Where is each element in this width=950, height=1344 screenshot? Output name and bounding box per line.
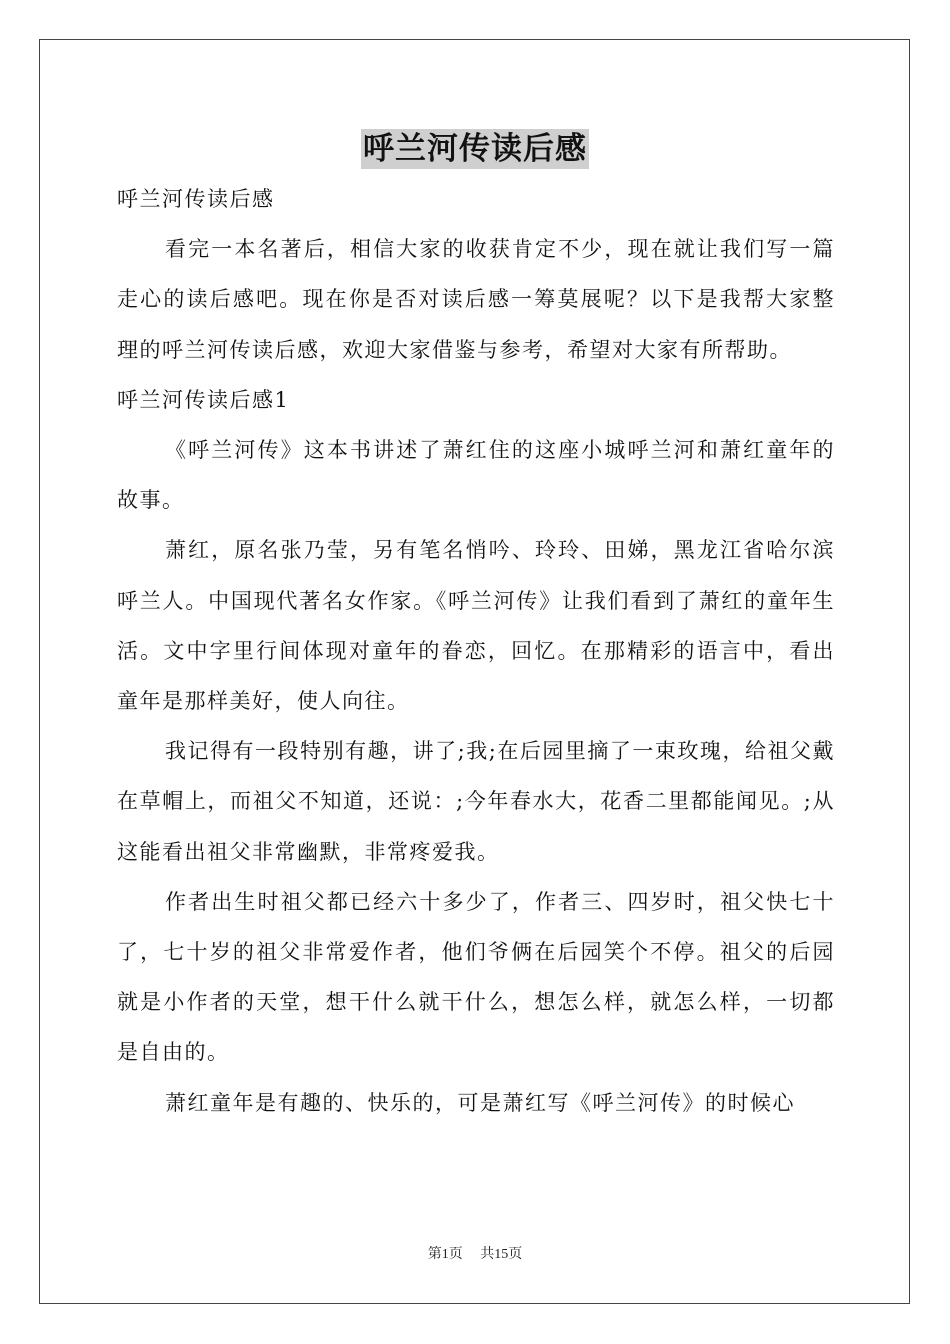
- subtitle-paragraph: 呼兰河传读后感: [117, 187, 275, 211]
- page-number: 第1页: [427, 1247, 463, 1262]
- body-paragraph: 萧红童年是有趣的、快乐的，可是萧红写《呼兰河传》的时候心: [165, 1090, 795, 1115]
- intro-paragraph: 看完一本名著后，相信大家的收获肯定不少，现在就让我们写一篇走心的读后感吧。现在你是否对读后感一筹莫展呢？以下是我帮大家整理的呼兰河传读后感，欢迎大家借鉴与参考，希望对大家有所帮助。: [117, 237, 835, 362]
- document-body: [117, 174, 835, 1128]
- section-heading: 呼兰河传读后感1: [117, 387, 290, 412]
- document-title-text: 呼兰河传读后感: [363, 131, 587, 167]
- body-paragraph: 《呼兰河传》这本书讲述了萧红住的这座小城呼兰河和萧红童年的故事。: [117, 438, 835, 513]
- document-title: [0, 128, 950, 169]
- page-total: 共15页: [480, 1247, 523, 1262]
- body-paragraph: 我记得有一段特别有趣，讲了;我;在后园里摘了一束玫瑰，给祖父戴在草帽上，而祖父不知道，还说：;今年春水大，花香二里都能闻见。;从这能看出祖父非常幽默，非常疼爱我。: [117, 739, 835, 864]
- body-paragraph: 萧红，原名张乃莹，另有笔名悄吟、玲玲、田娣，黑龙江省哈尔滨呼兰人。中国现代著名女作家。《呼兰河传》让我们看到了萧红的童年生活。文中字里行间体现对童年的眷恋，回忆。在那精彩的语言中，看出童年是那样美好，使人向往。: [117, 538, 835, 714]
- page-footer: [0, 1245, 950, 1265]
- body-paragraph: 作者出生时祖父都已经六十多少了，作者三、四岁时，祖父快七十了，七十岁的祖父非常爱作者，他们爷俩在后园笑个不停。祖父的后园就是小作者的天堂，想干什么就干什么，想怎么样，就怎么样，一切都是自由的。: [117, 889, 835, 1065]
